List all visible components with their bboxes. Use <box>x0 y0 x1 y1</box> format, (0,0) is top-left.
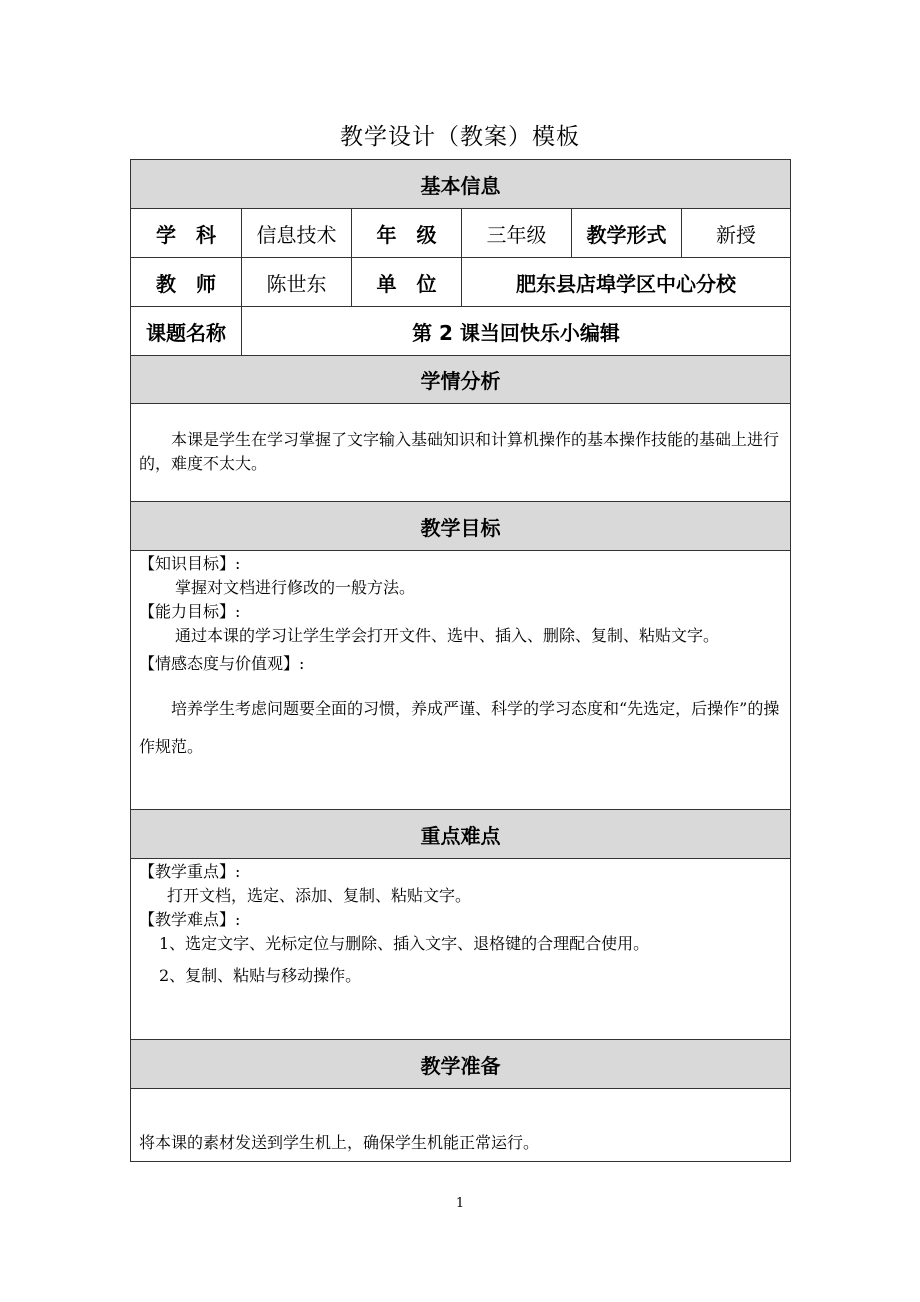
teaching-difficulty-label: 【教学难点】: <box>139 910 241 929</box>
teaching-form-value: 新授 <box>682 209 791 258</box>
emotion-objective-text: 培养学生考虑问题要全面的习惯，养成严谨、科学的学习态度和“先选定，后操作”的操作规范。 <box>139 699 780 756</box>
key-points-body-row <box>131 859 791 1040</box>
grade-value: 三年级 <box>462 209 572 258</box>
objectives-header: 教学目标 <box>131 502 791 551</box>
analysis-body-row <box>131 404 791 502</box>
topic-label: 课题名称 <box>131 307 242 356</box>
knowledge-objective-label: 【知识目标】: <box>139 554 241 573</box>
unit-label: 单 位 <box>352 258 462 307</box>
subject-label: 学 科 <box>131 209 242 258</box>
teaching-difficulty-item-1: 1、选定文字、光标定位与删除、插入文字、退格键的合理配合使用。 <box>159 934 650 953</box>
document-title: 教学设计（教案）模板 <box>340 124 580 150</box>
emotion-objective-label: 【情感态度与价值观】: <box>139 654 305 673</box>
preparation-header-row <box>131 1040 791 1089</box>
teacher-row <box>131 258 791 307</box>
key-points-header: 重点难点 <box>131 810 791 859</box>
ability-objective-label: 【能力目标】: <box>139 602 241 621</box>
basic-info-header-row <box>131 160 791 209</box>
lesson-plan-table <box>130 159 791 1162</box>
objectives-header-row <box>131 502 791 551</box>
key-points-body <box>131 859 791 1040</box>
teacher-label: 教 师 <box>131 258 242 307</box>
grade-label: 年 级 <box>352 209 462 258</box>
teaching-focus-label: 【教学重点】: <box>139 862 241 881</box>
page-number: 1 <box>455 1196 465 1211</box>
ability-objective-text: 通过本课的学习让学生学会打开文件、选中、插入、删除、复制、粘贴文字。 <box>175 626 720 645</box>
teaching-difficulty-item-2: 2、复制、粘贴与移动操作。 <box>159 966 362 985</box>
objectives-body <box>131 551 791 810</box>
preparation-body-row <box>131 1089 791 1162</box>
analysis-header: 学情分析 <box>131 356 791 404</box>
teaching-focus-text: 打开文档，选定、添加、复制、粘贴文字。 <box>167 886 472 905</box>
preparation-body <box>131 1089 791 1162</box>
key-points-header-row <box>131 810 791 859</box>
analysis-text: 本课是学生在学习掌握了文字输入基础知识和计算机操作的基本操作技能的基础上进行的，难度不太大。 <box>139 430 780 473</box>
basic-info-header: 基本信息 <box>131 160 791 209</box>
analysis-body <box>131 404 791 502</box>
preparation-text: 将本课的素材发送到学生机上，确保学生机能正常运行。 <box>139 1133 540 1152</box>
teaching-form-label: 教学形式 <box>572 209 682 258</box>
subject-value: 信息技术 <box>242 209 352 258</box>
topic-row <box>131 307 791 356</box>
topic-value: 第 2 课当回快乐小编辑 <box>242 307 791 356</box>
teacher-value: 陈世东 <box>242 258 352 307</box>
knowledge-objective-text: 掌握对文档进行修改的一般方法。 <box>175 578 416 597</box>
analysis-header-row <box>131 356 791 404</box>
subject-row <box>131 209 791 258</box>
objectives-body-row <box>131 551 791 810</box>
preparation-header: 教学准备 <box>131 1040 791 1089</box>
unit-value: 肥东县店埠学区中心分校 <box>462 258 791 307</box>
